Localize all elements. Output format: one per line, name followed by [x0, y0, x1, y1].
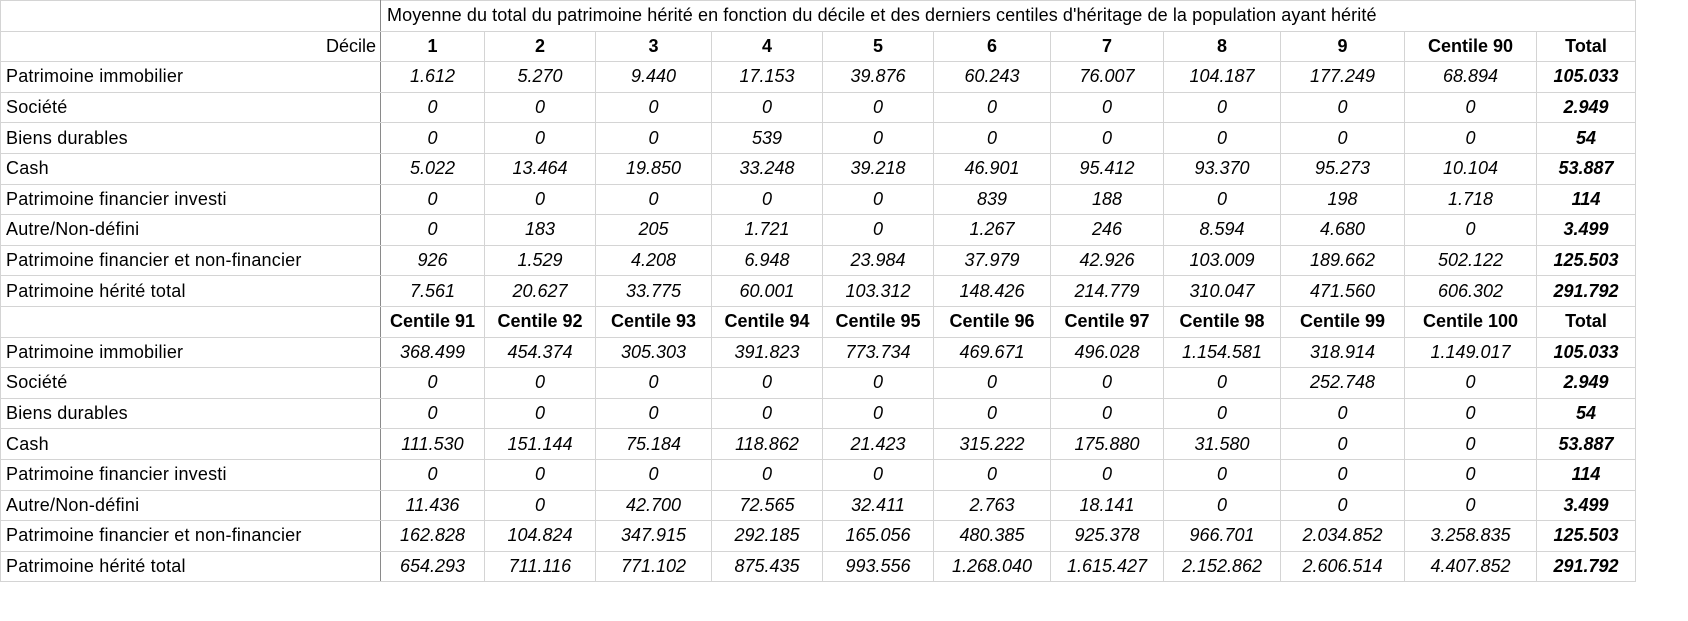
value-cell[interactable]: 0: [381, 123, 485, 154]
total-cell[interactable]: 54: [1537, 123, 1636, 154]
value-cell[interactable]: 5.270: [485, 62, 596, 93]
value-cell[interactable]: 7.561: [381, 276, 485, 307]
value-cell[interactable]: 292.185: [712, 521, 823, 552]
value-cell[interactable]: 0: [1164, 92, 1281, 123]
value-cell[interactable]: 539: [712, 123, 823, 154]
value-cell[interactable]: 93.370: [1164, 153, 1281, 184]
column-header[interactable]: 3: [596, 31, 712, 62]
value-cell[interactable]: 189.662: [1281, 245, 1405, 276]
value-cell[interactable]: 0: [485, 368, 596, 399]
table-row: [1, 245, 1636, 276]
column-header[interactable]: 7: [1051, 31, 1164, 62]
value-cell[interactable]: 3.258.835: [1405, 521, 1537, 552]
table-row: [1, 184, 1636, 215]
value-cell[interactable]: 0: [596, 398, 712, 429]
row-label[interactable]: Patrimoine financier et non-financier: [1, 521, 381, 552]
value-cell[interactable]: 0: [1405, 398, 1537, 429]
value-cell[interactable]: 0: [1405, 459, 1537, 490]
total-cell[interactable]: 3.499: [1537, 215, 1636, 246]
value-cell[interactable]: 151.144: [485, 429, 596, 460]
value-cell[interactable]: 60.243: [934, 62, 1051, 93]
table-row: [1, 153, 1636, 184]
value-cell[interactable]: 1.267: [934, 215, 1051, 246]
total-cell[interactable]: 53.887: [1537, 153, 1636, 184]
column-header[interactable]: 9: [1281, 31, 1405, 62]
column-header[interactable]: 5: [823, 31, 934, 62]
value-cell[interactable]: 252.748: [1281, 368, 1405, 399]
value-cell[interactable]: 471.560: [1281, 276, 1405, 307]
value-cell[interactable]: 0: [1281, 398, 1405, 429]
value-cell[interactable]: 17.153: [712, 62, 823, 93]
value-cell[interactable]: 0: [381, 368, 485, 399]
value-cell[interactable]: 0: [485, 459, 596, 490]
total-cell[interactable]: 53.887: [1537, 429, 1636, 460]
value-cell[interactable]: 177.249: [1281, 62, 1405, 93]
value-cell[interactable]: 0: [712, 184, 823, 215]
value-cell[interactable]: 0: [381, 398, 485, 429]
row-label[interactable]: Patrimoine financier et non-financier: [1, 245, 381, 276]
column-header[interactable]: 8: [1164, 31, 1281, 62]
value-cell[interactable]: 347.915: [596, 521, 712, 552]
value-cell[interactable]: 18.141: [1051, 490, 1164, 521]
row-label[interactable]: Cash: [1, 429, 381, 460]
total-cell[interactable]: 54: [1537, 398, 1636, 429]
value-cell[interactable]: 111.530: [381, 429, 485, 460]
value-cell[interactable]: 0: [1164, 398, 1281, 429]
row-label[interactable]: Patrimoine financier investi: [1, 184, 381, 215]
value-cell[interactable]: 11.436: [381, 490, 485, 521]
value-cell[interactable]: 0: [934, 368, 1051, 399]
value-cell[interactable]: 75.184: [596, 429, 712, 460]
value-cell[interactable]: 0: [1051, 459, 1164, 490]
value-cell[interactable]: 839: [934, 184, 1051, 215]
empty-cell[interactable]: [1, 306, 381, 337]
table-row: [1, 276, 1636, 307]
value-cell[interactable]: 0: [1281, 123, 1405, 154]
table-row: [1, 490, 1636, 521]
value-cell[interactable]: 771.102: [596, 551, 712, 582]
value-cell[interactable]: 68.894: [1405, 62, 1537, 93]
table-row: [1, 551, 1636, 582]
row-label[interactable]: Patrimoine financier investi: [1, 459, 381, 490]
value-cell[interactable]: 0: [1281, 92, 1405, 123]
value-cell[interactable]: 368.499: [381, 337, 485, 368]
value-cell[interactable]: 0: [1051, 368, 1164, 399]
table-row: [1, 459, 1636, 490]
row-label[interactable]: Biens durables: [1, 123, 381, 154]
value-cell[interactable]: 95.273: [1281, 153, 1405, 184]
column-header[interactable]: Total: [1537, 31, 1636, 62]
value-cell[interactable]: 480.385: [934, 521, 1051, 552]
value-cell[interactable]: 0: [1164, 123, 1281, 154]
row-label[interactable]: Patrimoine hérité total: [1, 551, 381, 582]
column-header[interactable]: 4: [712, 31, 823, 62]
value-cell[interactable]: 0: [1281, 490, 1405, 521]
value-cell[interactable]: 0: [1164, 490, 1281, 521]
value-cell[interactable]: 2.606.514: [1281, 551, 1405, 582]
column-header[interactable]: Centile 99: [1281, 306, 1405, 337]
value-cell[interactable]: 0: [1405, 123, 1537, 154]
value-cell[interactable]: 925.378: [1051, 521, 1164, 552]
value-cell[interactable]: 19.850: [596, 153, 712, 184]
value-cell[interactable]: 103.312: [823, 276, 934, 307]
value-cell[interactable]: 993.556: [823, 551, 934, 582]
value-cell[interactable]: 318.914: [1281, 337, 1405, 368]
header-row: [1, 306, 1636, 337]
value-cell[interactable]: 0: [381, 92, 485, 123]
value-cell[interactable]: 469.671: [934, 337, 1051, 368]
value-cell[interactable]: 5.022: [381, 153, 485, 184]
column-header[interactable]: Centile 93: [596, 306, 712, 337]
value-cell[interactable]: 0: [485, 184, 596, 215]
value-cell[interactable]: 0: [823, 215, 934, 246]
column-header[interactable]: Centile 100: [1405, 306, 1537, 337]
value-cell[interactable]: 0: [712, 92, 823, 123]
value-cell[interactable]: 0: [823, 459, 934, 490]
value-cell[interactable]: 0: [1164, 368, 1281, 399]
value-cell[interactable]: 21.423: [823, 429, 934, 460]
value-cell[interactable]: 0: [596, 123, 712, 154]
value-cell[interactable]: 205: [596, 215, 712, 246]
value-cell[interactable]: 1.149.017: [1405, 337, 1537, 368]
value-cell[interactable]: 10.104: [1405, 153, 1537, 184]
value-cell[interactable]: 32.411: [823, 490, 934, 521]
value-cell[interactable]: 0: [381, 459, 485, 490]
value-cell[interactable]: 76.007: [1051, 62, 1164, 93]
total-cell[interactable]: 114: [1537, 459, 1636, 490]
value-cell[interactable]: 0: [934, 92, 1051, 123]
value-cell[interactable]: 391.823: [712, 337, 823, 368]
row-label[interactable]: Patrimoine hérité total: [1, 276, 381, 307]
value-cell[interactable]: 46.901: [934, 153, 1051, 184]
total-cell[interactable]: 2.949: [1537, 368, 1636, 399]
value-cell[interactable]: 0: [596, 459, 712, 490]
value-cell[interactable]: 214.779: [1051, 276, 1164, 307]
value-cell[interactable]: 0: [1281, 459, 1405, 490]
column-header[interactable]: 6: [934, 31, 1051, 62]
value-cell[interactable]: 20.627: [485, 276, 596, 307]
corner-label[interactable]: Décile: [1, 31, 381, 62]
value-cell[interactable]: 1.154.581: [1164, 337, 1281, 368]
value-cell[interactable]: 37.979: [934, 245, 1051, 276]
value-cell[interactable]: 188: [1051, 184, 1164, 215]
table-row: [1, 92, 1636, 123]
value-cell[interactable]: 104.824: [485, 521, 596, 552]
table-row: [1, 521, 1636, 552]
value-cell[interactable]: 305.303: [596, 337, 712, 368]
column-header[interactable]: Centile 92: [485, 306, 596, 337]
value-cell[interactable]: 310.047: [1164, 276, 1281, 307]
row-label[interactable]: Société: [1, 368, 381, 399]
value-cell[interactable]: 711.116: [485, 551, 596, 582]
value-cell[interactable]: 0: [1164, 459, 1281, 490]
value-cell[interactable]: 104.187: [1164, 62, 1281, 93]
value-cell[interactable]: 33.248: [712, 153, 823, 184]
value-cell[interactable]: 6.948: [712, 245, 823, 276]
value-cell[interactable]: 454.374: [485, 337, 596, 368]
value-cell[interactable]: 0: [1281, 429, 1405, 460]
value-cell[interactable]: 148.426: [934, 276, 1051, 307]
value-cell[interactable]: 4.208: [596, 245, 712, 276]
value-cell[interactable]: 60.001: [712, 276, 823, 307]
value-cell[interactable]: 0: [381, 184, 485, 215]
value-cell[interactable]: 0: [823, 184, 934, 215]
value-cell[interactable]: 926: [381, 245, 485, 276]
total-cell[interactable]: 105.033: [1537, 62, 1636, 93]
column-header[interactable]: Centile 96: [934, 306, 1051, 337]
value-cell[interactable]: 0: [596, 368, 712, 399]
column-header[interactable]: Centile 91: [381, 306, 485, 337]
total-cell[interactable]: 105.033: [1537, 337, 1636, 368]
table-row: [1, 368, 1636, 399]
value-cell[interactable]: 31.580: [1164, 429, 1281, 460]
header-row: [1, 31, 1636, 62]
value-cell[interactable]: 654.293: [381, 551, 485, 582]
value-cell[interactable]: 39.876: [823, 62, 934, 93]
title-row: [1, 1, 1636, 32]
value-cell[interactable]: 966.701: [1164, 521, 1281, 552]
value-cell[interactable]: 118.862: [712, 429, 823, 460]
row-label[interactable]: Autre/Non-défini: [1, 490, 381, 521]
value-cell[interactable]: 0: [712, 398, 823, 429]
value-cell[interactable]: 0: [823, 92, 934, 123]
value-cell[interactable]: 0: [1051, 123, 1164, 154]
value-cell[interactable]: 1.612: [381, 62, 485, 93]
value-cell[interactable]: 0: [934, 123, 1051, 154]
value-cell[interactable]: 23.984: [823, 245, 934, 276]
value-cell[interactable]: 183: [485, 215, 596, 246]
value-cell[interactable]: 0: [712, 459, 823, 490]
value-cell[interactable]: 1.721: [712, 215, 823, 246]
value-cell[interactable]: 0: [596, 92, 712, 123]
total-cell[interactable]: 125.503: [1537, 245, 1636, 276]
value-cell[interactable]: 9.440: [596, 62, 712, 93]
value-cell[interactable]: 0: [934, 398, 1051, 429]
table-title[interactable]: Moyenne du total du patrimoine hérité en fonction du décile et des derniers centiles d'héritage de la population ayant hérité: [381, 1, 1636, 32]
value-cell[interactable]: 0: [1051, 92, 1164, 123]
row-label[interactable]: Patrimoine immobilier: [1, 337, 381, 368]
table-row: [1, 215, 1636, 246]
total-cell[interactable]: 291.792: [1537, 276, 1636, 307]
column-header[interactable]: Centile 94: [712, 306, 823, 337]
value-cell[interactable]: 0: [485, 398, 596, 429]
value-cell[interactable]: 0: [1405, 490, 1537, 521]
value-cell[interactable]: 175.880: [1051, 429, 1164, 460]
value-cell[interactable]: 875.435: [712, 551, 823, 582]
value-cell[interactable]: 0: [1405, 368, 1537, 399]
value-cell[interactable]: 1.718: [1405, 184, 1537, 215]
column-header[interactable]: Centile 97: [1051, 306, 1164, 337]
table-row: [1, 123, 1636, 154]
table-row: [1, 337, 1636, 368]
value-cell[interactable]: 0: [485, 490, 596, 521]
value-cell[interactable]: 0: [823, 368, 934, 399]
value-cell[interactable]: 1.615.427: [1051, 551, 1164, 582]
value-cell[interactable]: 502.122: [1405, 245, 1537, 276]
value-cell[interactable]: 42.926: [1051, 245, 1164, 276]
total-cell[interactable]: 291.792: [1537, 551, 1636, 582]
table-row: [1, 398, 1636, 429]
row-label[interactable]: Cash: [1, 153, 381, 184]
total-cell[interactable]: 114: [1537, 184, 1636, 215]
value-cell[interactable]: 2.152.862: [1164, 551, 1281, 582]
value-cell[interactable]: 0: [1405, 215, 1537, 246]
value-cell[interactable]: 0: [1405, 92, 1537, 123]
value-cell[interactable]: 315.222: [934, 429, 1051, 460]
value-cell[interactable]: 33.775: [596, 276, 712, 307]
value-cell[interactable]: 0: [1405, 429, 1537, 460]
value-cell[interactable]: 0: [596, 184, 712, 215]
value-cell[interactable]: 0: [381, 215, 485, 246]
column-header[interactable]: Centile 98: [1164, 306, 1281, 337]
value-cell[interactable]: 0: [1051, 398, 1164, 429]
row-label[interactable]: Société: [1, 92, 381, 123]
empty-cell[interactable]: [1, 1, 381, 32]
value-cell[interactable]: 95.412: [1051, 153, 1164, 184]
column-header[interactable]: Centile 95: [823, 306, 934, 337]
value-cell[interactable]: 0: [485, 123, 596, 154]
value-cell[interactable]: 773.734: [823, 337, 934, 368]
column-header[interactable]: Total: [1537, 306, 1636, 337]
value-cell[interactable]: 0: [823, 123, 934, 154]
value-cell[interactable]: 606.302: [1405, 276, 1537, 307]
value-cell[interactable]: 39.218: [823, 153, 934, 184]
value-cell[interactable]: 496.028: [1051, 337, 1164, 368]
column-header[interactable]: 1: [381, 31, 485, 62]
column-header[interactable]: 2: [485, 31, 596, 62]
total-cell[interactable]: 3.499: [1537, 490, 1636, 521]
value-cell[interactable]: 103.009: [1164, 245, 1281, 276]
value-cell[interactable]: 0: [712, 368, 823, 399]
value-cell[interactable]: 0: [1164, 184, 1281, 215]
row-label[interactable]: Autre/Non-défini: [1, 215, 381, 246]
value-cell[interactable]: 0: [823, 398, 934, 429]
value-cell[interactable]: 0: [934, 459, 1051, 490]
column-header[interactable]: Centile 90: [1405, 31, 1537, 62]
value-cell[interactable]: 4.680: [1281, 215, 1405, 246]
row-label[interactable]: Patrimoine immobilier: [1, 62, 381, 93]
value-cell[interactable]: 2.763: [934, 490, 1051, 521]
value-cell[interactable]: 8.594: [1164, 215, 1281, 246]
value-cell[interactable]: 42.700: [596, 490, 712, 521]
value-cell[interactable]: 162.828: [381, 521, 485, 552]
value-cell[interactable]: 246: [1051, 215, 1164, 246]
row-label[interactable]: Biens durables: [1, 398, 381, 429]
total-cell[interactable]: 125.503: [1537, 521, 1636, 552]
value-cell[interactable]: 4.407.852: [1405, 551, 1537, 582]
value-cell[interactable]: 165.056: [823, 521, 934, 552]
value-cell[interactable]: 13.464: [485, 153, 596, 184]
value-cell[interactable]: 198: [1281, 184, 1405, 215]
value-cell[interactable]: 0: [485, 92, 596, 123]
value-cell[interactable]: 72.565: [712, 490, 823, 521]
total-cell[interactable]: 2.949: [1537, 92, 1636, 123]
value-cell[interactable]: 1.529: [485, 245, 596, 276]
value-cell[interactable]: 1.268.040: [934, 551, 1051, 582]
table-row: [1, 429, 1636, 460]
value-cell[interactable]: 2.034.852: [1281, 521, 1405, 552]
table-row: [1, 62, 1636, 93]
